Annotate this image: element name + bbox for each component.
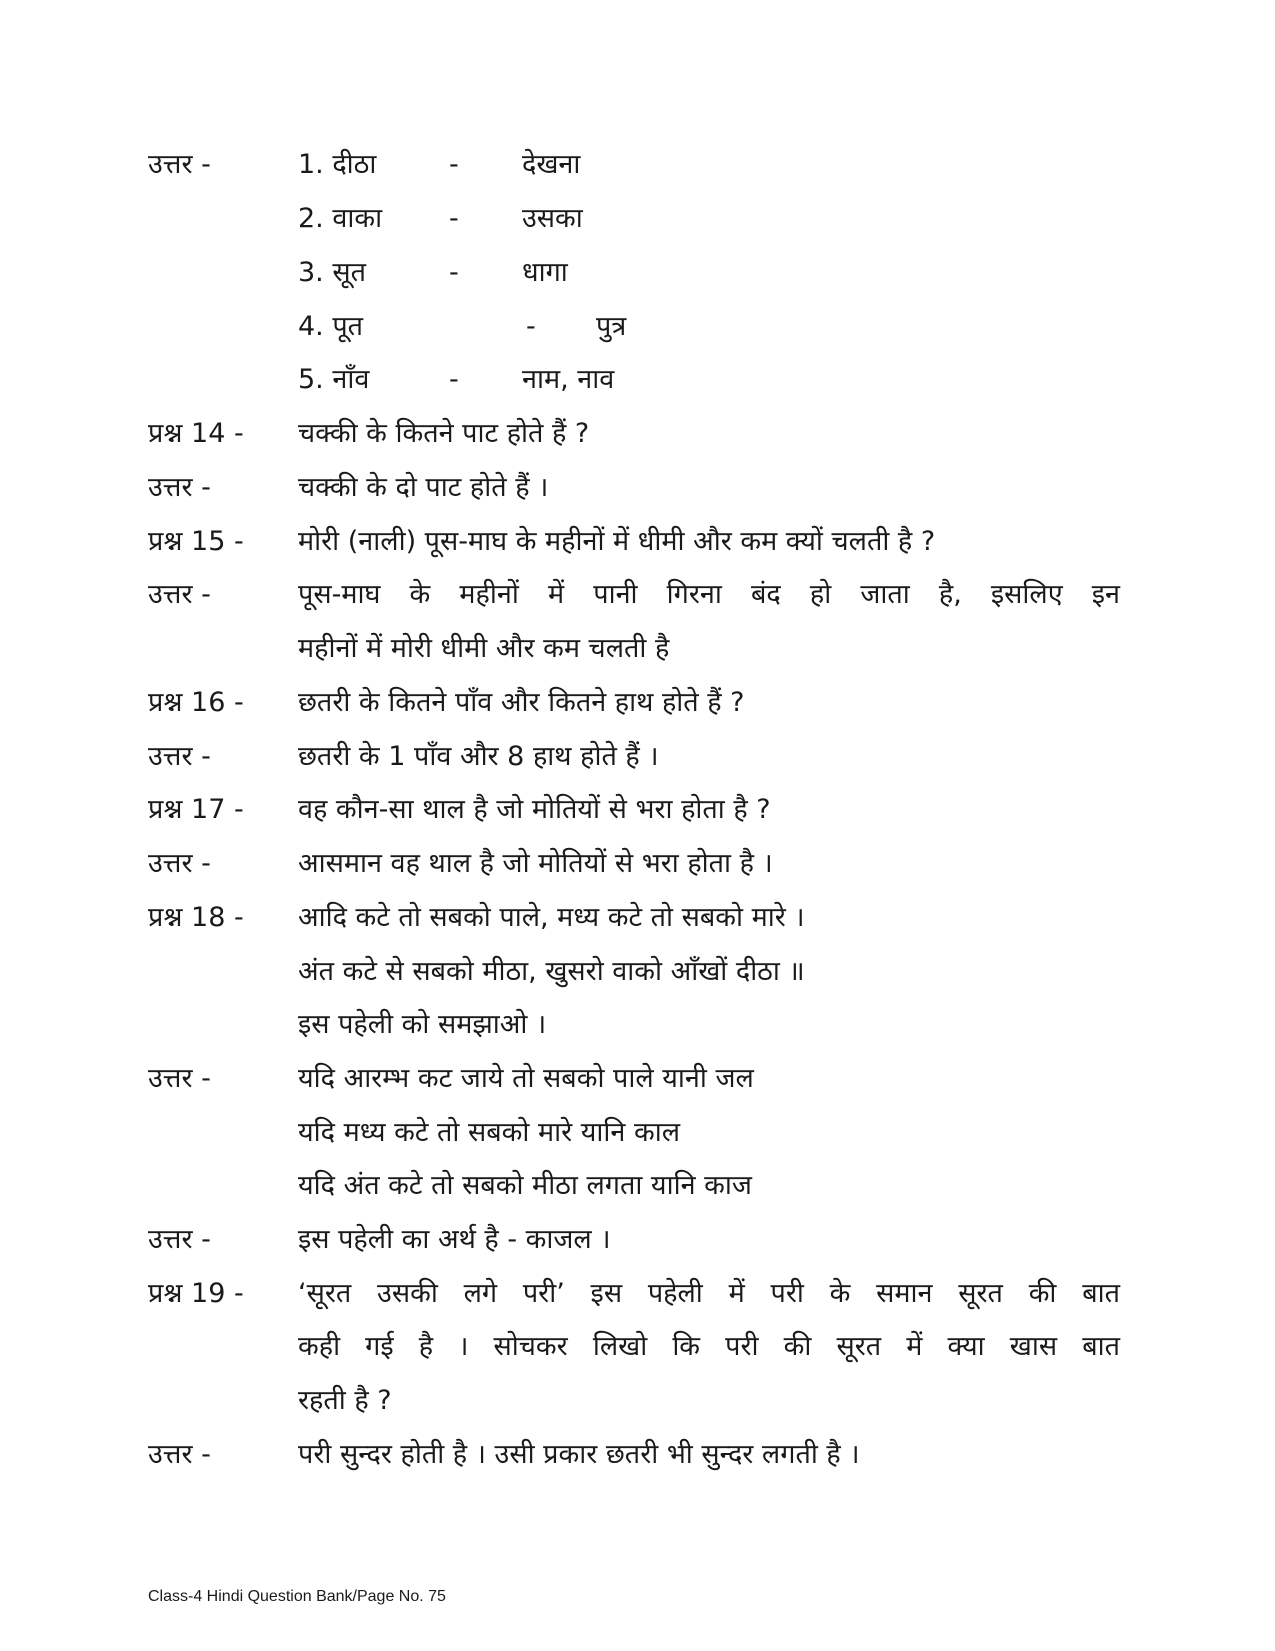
question-text: आदि कटे तो सबको पाले, मध्य कटे तो सबको मारे । bbox=[298, 902, 805, 933]
answer-text: यदि अंत कटे तो सबको मीठा लगता यानि काज bbox=[298, 1170, 752, 1201]
question-text: रहती है ? bbox=[298, 1385, 392, 1416]
answer-label: उत्तर - bbox=[148, 149, 211, 180]
answer-label: उत्तर - bbox=[148, 579, 211, 610]
question-text: अंत कटे से सबको मीठा, खुसरो वाको आँखों दीठा ॥ bbox=[298, 956, 805, 987]
answer-label: उत्तर - bbox=[148, 1439, 211, 1470]
question-label: प्रश्न 17 - bbox=[148, 794, 244, 825]
match-term: 5. नाँव bbox=[298, 364, 370, 395]
match-dash: - bbox=[449, 257, 459, 288]
match-term: 1. दीठा bbox=[298, 149, 377, 180]
answer-label: उत्तर - bbox=[148, 472, 211, 503]
answer-text: छतरी के 1 पाँव और 8 हाथ होते हैं । bbox=[298, 741, 659, 772]
match-meaning: धागा bbox=[522, 257, 568, 288]
question-text: इस पहेली को समझाओ । bbox=[298, 1009, 547, 1040]
question-label: प्रश्न 15 - bbox=[148, 526, 244, 557]
question-label: प्रश्न 19 - bbox=[148, 1278, 244, 1309]
answer-label: उत्तर - bbox=[148, 1063, 211, 1094]
match-term: 2. वाका bbox=[298, 203, 383, 234]
match-dash: - bbox=[449, 203, 459, 234]
question-label: प्रश्न 16 - bbox=[148, 687, 244, 718]
match-term: 4. पूत bbox=[298, 311, 364, 342]
page-footer: Class-4 Hindi Question Bank/Page No. 75 bbox=[148, 1588, 446, 1605]
answer-text: महीनों में मोरी धीमी और कम चलती है bbox=[298, 633, 670, 664]
match-meaning: उसका bbox=[522, 203, 583, 234]
answer-text: यदि मध्य कटे तो सबको मारे यानि काल bbox=[298, 1117, 680, 1148]
match-meaning: नाम, नाव bbox=[522, 364, 615, 395]
answer-label: उत्तर - bbox=[148, 741, 211, 772]
match-dash: - bbox=[526, 311, 536, 342]
question-text: मोरी (नाली) पूस-माघ के महीनों में धीमी और कम क्यों चलती है ? bbox=[298, 526, 936, 557]
answer-text: चक्की के दो पाट होते हैं । bbox=[298, 472, 549, 503]
answer-text: परी सुन्दर होती है । उसी प्रकार छतरी भी सुन्दर लगती है । bbox=[298, 1439, 860, 1470]
answer-label: उत्तर - bbox=[148, 848, 211, 879]
match-dash: - bbox=[449, 149, 459, 180]
question-label: प्रश्न 14 - bbox=[148, 418, 244, 449]
match-dash: - bbox=[449, 364, 459, 395]
answer-text: पूस-माघ के महीनों में पानी गिरना बंद हो जाता है, इसलिए इन bbox=[298, 579, 1120, 610]
answer-text: यदि आरम्भ कट जाये तो सबको पाले यानी जल bbox=[298, 1063, 754, 1094]
match-term: 3. सूत bbox=[298, 257, 366, 288]
question-text: ‘सूरत उसकी लगे परी’ इस पहेली में परी के समान सूरत की बात bbox=[298, 1278, 1120, 1309]
question-text: वह कौन-सा थाल है जो मोतियों से भरा होता है ? bbox=[298, 794, 771, 825]
question-text: चक्की के कितने पाट होते हैं ? bbox=[298, 418, 590, 449]
match-meaning: पुत्र bbox=[596, 311, 627, 342]
question-text: कही गई है । सोचकर लिखो कि परी की सूरत में क्या खास बात bbox=[298, 1331, 1120, 1362]
match-meaning: देखना bbox=[522, 149, 581, 180]
answer-label: उत्तर - bbox=[148, 1224, 211, 1255]
question-text: छतरी के कितने पाँव और कितने हाथ होते हैं ? bbox=[298, 687, 745, 718]
question-label: प्रश्न 18 - bbox=[148, 902, 244, 933]
answer-text: आसमान वह थाल है जो मोतियों से भरा होता है । bbox=[298, 848, 773, 879]
answer-text: इस पहेली का अर्थ है - काजल । bbox=[298, 1224, 611, 1255]
